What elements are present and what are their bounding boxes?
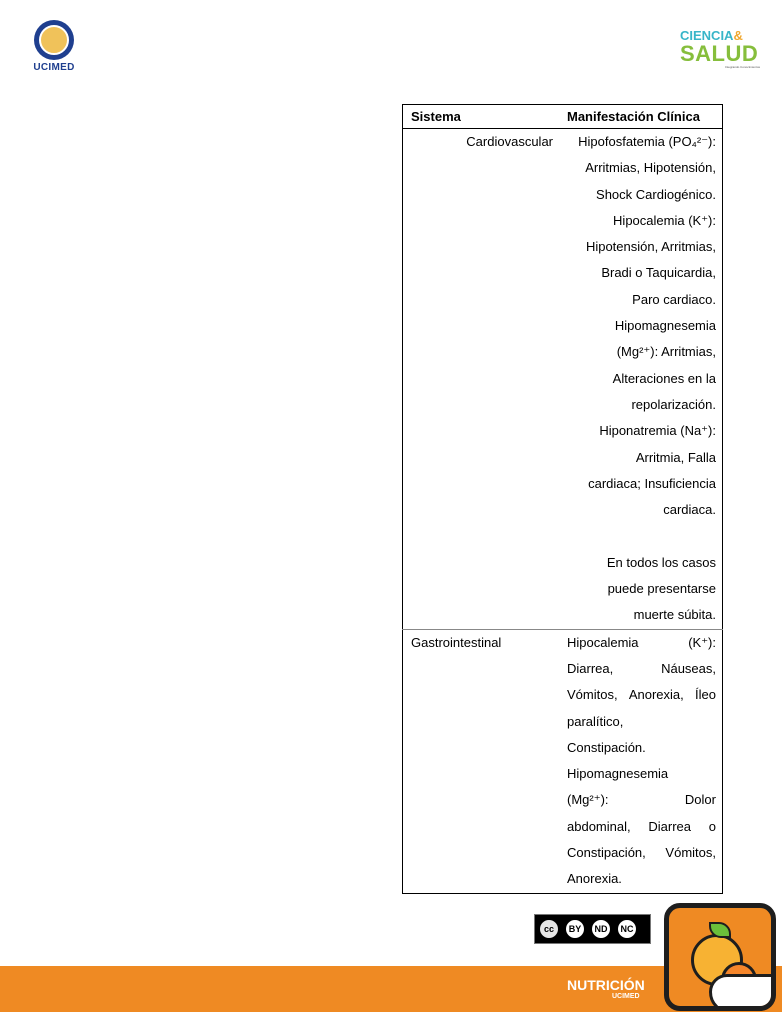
manifestation-line-justified [567,787,716,813]
manifestation-line: Hipocalemia (K⁺): [613,212,716,228]
manifestation-word: Vómitos, [567,687,618,703]
ciencia-salud-logo [680,28,760,69]
manifestation-line: muerte súbita. [633,607,716,623]
manifestation-word: Vómitos, [665,845,716,861]
hand-icon [709,974,776,1011]
manifestation-word: Íleo [695,687,716,703]
manifestation-line: Arritmias, Hipotensión, [585,160,716,176]
manifestation-line-justified [567,840,716,866]
table-row [403,129,723,630]
manifestation-line: Hipomagnesemia [614,318,716,334]
ucimed-logo [30,20,78,73]
manifestation-word: Diarrea, [567,660,614,676]
manifestation-line: Anorexia. [567,871,622,887]
by-icon: BY [564,918,586,940]
manifestation-line: repolarización. [631,396,716,412]
manifestation-line: (Mg²⁺): Arritmias, [616,344,716,360]
table-header-row [403,105,723,129]
system-cell [403,129,560,630]
manifestation-word: Anorexia, [628,687,684,703]
logo-salud-text: SALUD [680,41,759,66]
manifestation-word: Náuseas, [661,660,716,676]
manifestation-cell [559,629,723,893]
manifestation-line: cardiaca. [663,502,716,518]
manifestation-line: En todos los casos [606,554,716,570]
manifestation-cell [559,129,723,630]
creative-commons-badge [534,914,651,944]
manifestation-word: (Mg²⁺): [567,792,609,808]
footer-brand: NUTRICIÓN [567,977,645,993]
header-system: Sistema [403,105,560,129]
manifestations-table [402,104,723,894]
manifestation-line: Hipotensión, Arritmias, [585,239,716,255]
manifestation-word: Dolor [684,792,716,808]
manifestation-line: Alteraciones en la [612,370,716,386]
table-row [403,629,723,893]
header-manifestation: Manifestación Clínica [559,105,723,129]
manifestation-line: Bradi o Taquicardia, [601,265,716,281]
manifestation-word: Hipocalemia [567,634,639,650]
nutrition-app-icon [664,903,776,1011]
manifestation-line-justified [567,630,716,656]
system-name: Cardiovascular [466,134,553,149]
manifestation-line: Hiponatremia (Na⁺): [599,423,716,439]
manifestation-line: cardiaca; Insuficiencia [588,475,716,491]
system-cell [403,629,560,893]
ucimed-logo-text: UCIMED [33,62,75,73]
logo-ciencia-text: CIENCIA [680,28,734,43]
manifestation-word: Constipación, [567,845,646,861]
manifestation-line: paralítico, [567,713,624,729]
blank-line [567,523,716,549]
system-name: Gastrointestinal [411,634,502,650]
manifestation-line-justified [567,656,716,682]
logo-subtitle: Integrando Conocimientos [724,65,760,69]
nd-icon: ND [590,918,612,940]
manifestation-word: Diarrea [648,818,691,834]
manifestation-line-justified [567,814,716,840]
manifestation-line: Hipomagnesemia [567,766,669,782]
cc-icon: cc [538,918,560,940]
nc-icon: NC [616,918,638,940]
footer-brand-sub: UCIMED [612,993,640,1000]
manifestation-line: Arritmia, Falla [635,449,716,465]
manifestation-word: (K⁺): [688,634,716,650]
manifestation-line: Shock Cardiogénico. [596,186,716,202]
manifestation-line: Paro cardiaco. [632,291,716,307]
manifestation-line: Hipofosfatemia (PO₄²⁻): [578,134,716,149]
manifestation-word: abdominal, [567,818,631,834]
manifestation-line: puede presentarse [607,581,716,597]
manifestation-word: o [708,818,716,834]
logo-amp-text: & [733,28,743,43]
university-seal-icon [34,20,74,60]
manifestation-line-justified [567,682,716,708]
manifestation-line: Constipación. [567,739,646,755]
